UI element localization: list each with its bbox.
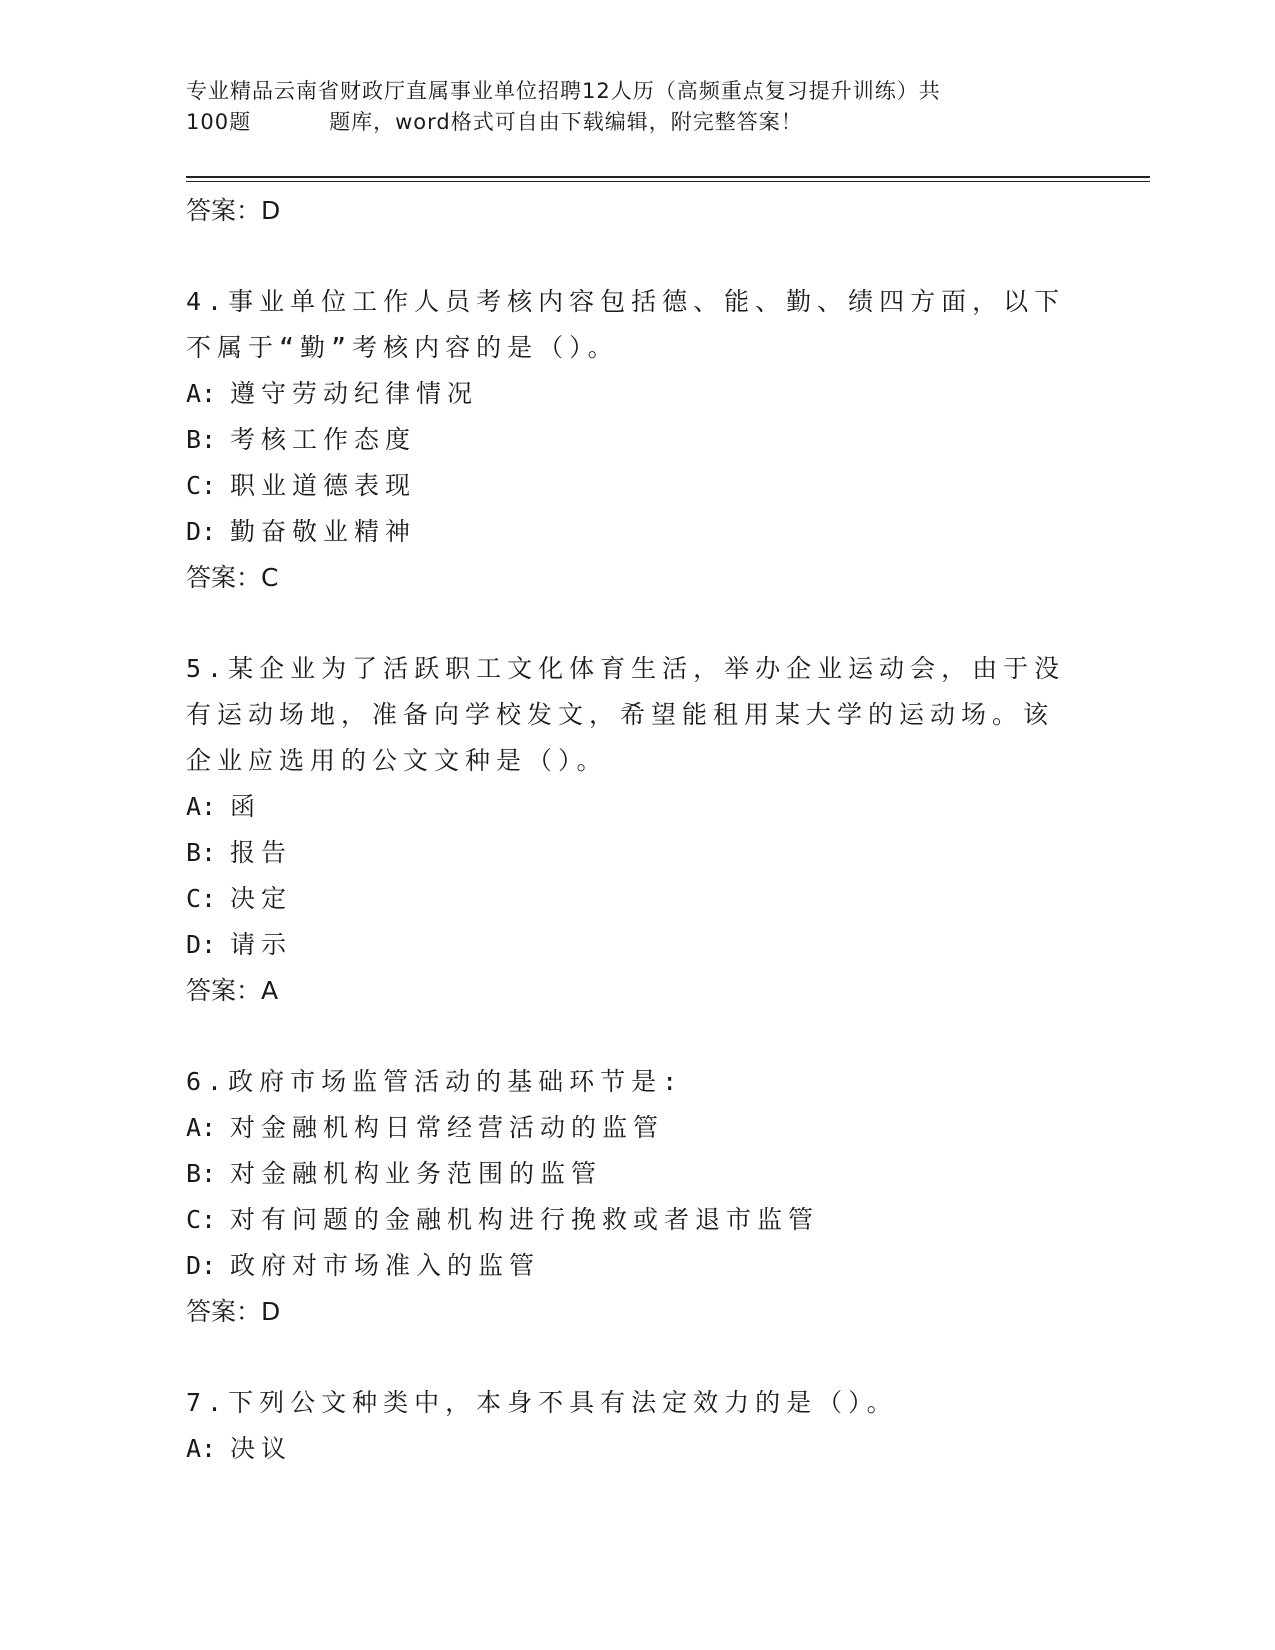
option-letter: B: — [186, 838, 217, 867]
question-block-6 — [186, 1059, 1086, 1335]
question-block-7 — [186, 1380, 1086, 1472]
option-d — [186, 922, 1086, 968]
header-title-line2 — [186, 107, 1046, 138]
question-block-5 — [186, 646, 1086, 1014]
option-a — [186, 784, 1086, 830]
option-b — [186, 1151, 1086, 1197]
option-text: 决定 — [230, 884, 293, 913]
header-divider-thick — [186, 176, 1150, 178]
answer-line: 答案：C — [186, 563, 279, 592]
question-list — [186, 188, 1086, 1472]
option-a — [186, 1426, 1086, 1472]
option-text: 遵守劳动纪律情况 — [230, 379, 479, 408]
question-text: 6.政府市场监管活动的基础环节是: — [186, 1067, 684, 1096]
option-letter: C: — [186, 471, 217, 500]
option-letter: A: — [186, 792, 217, 821]
option-d — [186, 509, 1086, 555]
header-title-line1: 专业精品云南省财政厅直属事业单位招聘12人历（高频重点复习提升训练）共 — [186, 79, 941, 103]
option-text: 考核工作态度 — [230, 425, 417, 454]
answer-line: 答案：A — [186, 976, 279, 1005]
option-b — [186, 417, 1086, 463]
option-text: 职业道德表现 — [230, 471, 417, 500]
question-block-4 — [186, 279, 1086, 601]
option-b — [186, 830, 1086, 876]
option-letter: A: — [186, 1113, 217, 1142]
page-header — [186, 76, 1046, 138]
header-divider-thin — [186, 181, 1150, 182]
option-c — [186, 876, 1086, 922]
option-letter: B: — [186, 1159, 217, 1188]
option-c — [186, 463, 1086, 509]
option-letter: C: — [186, 1205, 217, 1234]
option-text: 函 — [230, 792, 262, 821]
header-question-count: 100题 — [186, 110, 252, 134]
option-letter: B: — [186, 425, 217, 454]
option-a — [186, 371, 1086, 417]
option-text: 请示 — [230, 930, 293, 959]
answer-line: 答案：D — [186, 1297, 281, 1326]
question-text: 7.下列公文种类中，本身不具有法定效力的是（）。 — [186, 1388, 898, 1417]
option-text: 政府对市场准入的监管 — [230, 1251, 541, 1280]
option-letter: D: — [186, 930, 217, 959]
option-text: 对有问题的金融机构进行挽救或者退市监管 — [230, 1205, 820, 1234]
option-text: 对金融机构日常经营活动的监管 — [230, 1113, 665, 1142]
option-text: 对金融机构业务范围的监管 — [230, 1159, 603, 1188]
option-text: 勤奋敬业精神 — [230, 517, 417, 546]
option-letter: D: — [186, 1251, 217, 1280]
option-text: 报告 — [230, 838, 293, 867]
option-a — [186, 1105, 1086, 1151]
question-text: 5.某企业为了活跃职工文化体育生活，举办企业运动会，由于没有运动场地，准备向学校发文，希望能租用某大学的运动场。该企业应选用的公文文种是（）。 — [186, 654, 1066, 775]
header-description: 题库，word格式可自由下载编辑，附完整答案！ — [329, 110, 803, 134]
question-text: 4.事业单位工作人员考核内容包括德、能、勤、绩四方面，以下不属于“勤”考核内容的是（）。 — [186, 287, 1066, 362]
option-letter: C: — [186, 884, 217, 913]
option-letter: D: — [186, 517, 217, 546]
option-letter: A: — [186, 1434, 217, 1463]
option-d — [186, 1243, 1086, 1289]
option-text: 决议 — [230, 1434, 293, 1463]
option-letter: A: — [186, 379, 217, 408]
option-c — [186, 1197, 1086, 1243]
answer-line: 答案：D — [186, 196, 281, 225]
